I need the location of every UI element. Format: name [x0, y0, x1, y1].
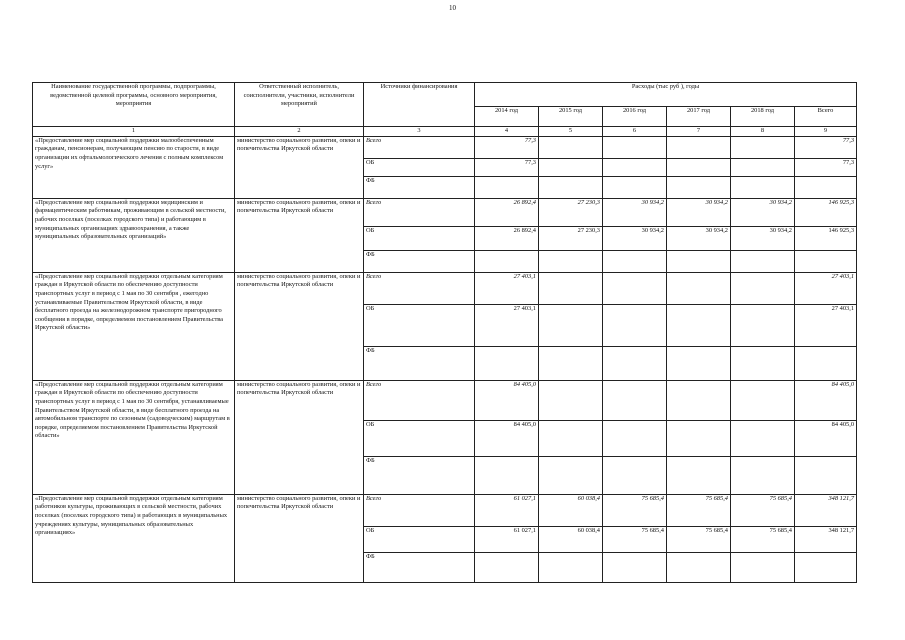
- ob-amount: 61 027,1: [475, 526, 539, 552]
- responsible-executor: министерство социального развития, опеки и попечительства Иркутской области: [235, 272, 364, 380]
- funding-source: ОБ: [364, 158, 475, 176]
- fb-amount: [603, 346, 667, 380]
- funding-source: Всего: [364, 494, 475, 526]
- header-total: Всего: [795, 107, 857, 127]
- funding-source: Всего: [364, 380, 475, 420]
- header-year: 2014 год: [475, 107, 539, 127]
- table-row: [33, 136, 857, 158]
- funding-source: ОБ: [364, 304, 475, 346]
- vsego-amount: [731, 380, 795, 420]
- ob-amount: 84 405,0: [475, 420, 539, 456]
- fb-amount: [795, 250, 857, 272]
- ob-amount: 27 230,3: [539, 226, 603, 250]
- fb-amount: [603, 176, 667, 198]
- ob-amount: 77,3: [475, 158, 539, 176]
- ob-amount: [603, 304, 667, 346]
- ob-amount: 84 405,0: [795, 420, 857, 456]
- table-row: [33, 494, 857, 526]
- ob-amount: 75 685,4: [731, 526, 795, 552]
- funding-source: ФБ: [364, 176, 475, 198]
- header-responsible: Ответственный исполнитель, соисполнители, участники, исполнители мероприятий: [235, 83, 364, 127]
- fb-amount: [731, 552, 795, 582]
- header-expenses: Расходы (тыс руб ), годы: [475, 83, 857, 107]
- budget-table: [32, 82, 857, 583]
- col-number: 8: [731, 127, 795, 137]
- vsego-amount: 77,3: [475, 136, 539, 158]
- fb-amount: [475, 176, 539, 198]
- fb-amount: [795, 346, 857, 380]
- header-year: 2017 год: [667, 107, 731, 127]
- funding-source: ФБ: [364, 346, 475, 380]
- vsego-amount: 75 685,4: [731, 494, 795, 526]
- header-source: Источники финансирования: [364, 83, 475, 127]
- ob-amount: 60 038,4: [539, 526, 603, 552]
- fb-amount: [731, 176, 795, 198]
- ob-amount: 77,3: [795, 158, 857, 176]
- measure-name: «Предоставление мер социальной поддержки отдельным категориям граждан в Иркутской области по обеспечению доступности транспортных услуг в период с 1 мая по 30 сентября , ежегодно устанавливаемые Правительством Иркутской области, в виде бесплатного проезда на железнодорожном транспорте пригородного сообщения в порядке, определяемом постановлением Правительства Иркутской области»: [33, 272, 235, 380]
- ob-amount: 26 892,4: [475, 226, 539, 250]
- col-number: 1: [33, 127, 235, 137]
- funding-source: Всего: [364, 198, 475, 226]
- fb-amount: [539, 552, 603, 582]
- measure-name: «Предоставление мер социальной поддержки малообеспеченным гражданам, пенсионерам, получающим пенсию по старости, в виде организации их офтальмологического лечения с полным комплексом услуг»: [33, 136, 235, 198]
- header-year: 2016 год: [603, 107, 667, 127]
- measure-name: «Предоставление мер социальной поддержки отдельным категориям граждан в Иркутской области по обеспечению доступности транспортных услуг в период с 1 мая по 30 сентября, устанавливаемые Правительством Иркутской области, в виде бесплатного проезда на автомобильном транспорте по сезонным (садоводческим) маршрутам в порядке, определяемом постановлением Правительства Иркутской области»: [33, 380, 235, 494]
- vsego-amount: [603, 272, 667, 304]
- vsego-amount: [539, 136, 603, 158]
- col-number: 9: [795, 127, 857, 137]
- vsego-amount: 84 405,0: [475, 380, 539, 420]
- ob-amount: [539, 304, 603, 346]
- fb-amount: [475, 456, 539, 494]
- vsego-amount: [603, 136, 667, 158]
- vsego-amount: 61 027,1: [475, 494, 539, 526]
- responsible-executor: министерство социального развития, опеки и попечительства Иркутской области: [235, 494, 364, 582]
- header-name: Наименование государственной программы, подпрограммы, ведомственной целевой программы, основного мероприятия, мероприятия: [33, 83, 235, 127]
- vsego-amount: [667, 136, 731, 158]
- header-year: 2018 год: [731, 107, 795, 127]
- vsego-amount: [667, 272, 731, 304]
- fb-amount: [667, 250, 731, 272]
- funding-source: ОБ: [364, 526, 475, 552]
- ob-amount: [731, 420, 795, 456]
- responsible-executor: министерство социального развития, опеки и попечительства Иркутской области: [235, 136, 364, 198]
- vsego-amount: 77,3: [795, 136, 857, 158]
- vsego-amount: [539, 380, 603, 420]
- col-number: 4: [475, 127, 539, 137]
- vsego-amount: 348 121,7: [795, 494, 857, 526]
- vsego-amount: 84 405,0: [795, 380, 857, 420]
- table-row: [33, 272, 857, 304]
- fb-amount: [475, 346, 539, 380]
- funding-source: Всего: [364, 136, 475, 158]
- col-number: 2: [235, 127, 364, 137]
- vsego-amount: 27 403,1: [795, 272, 857, 304]
- header-year: 2015 год: [539, 107, 603, 127]
- ob-amount: [539, 420, 603, 456]
- vsego-amount: 75 685,4: [603, 494, 667, 526]
- ob-amount: 146 925,3: [795, 226, 857, 250]
- vsego-amount: 75 685,4: [667, 494, 731, 526]
- ob-amount: [539, 158, 603, 176]
- vsego-amount: 30 934,2: [667, 198, 731, 226]
- col-number: 6: [603, 127, 667, 137]
- fb-amount: [667, 456, 731, 494]
- ob-amount: 348 121,7: [795, 526, 857, 552]
- fb-amount: [667, 176, 731, 198]
- vsego-amount: 26 892,4: [475, 198, 539, 226]
- ob-amount: [731, 158, 795, 176]
- fb-amount: [603, 250, 667, 272]
- measure-name: «Предоставление мер социальной поддержки отдельным категориям работников культуры, проживающих в сельской местности, рабочих поселках (поселках городского типа) и работающих в муниципальных учреждениях культуры, муниципальных образовательных организациях»: [33, 494, 235, 582]
- ob-amount: [603, 158, 667, 176]
- funding-source: ОБ: [364, 226, 475, 250]
- col-number: 3: [364, 127, 475, 137]
- fb-amount: [731, 346, 795, 380]
- vsego-amount: [731, 272, 795, 304]
- fb-amount: [539, 176, 603, 198]
- fb-amount: [795, 456, 857, 494]
- funding-source: Всего: [364, 272, 475, 304]
- ob-amount: 75 685,4: [603, 526, 667, 552]
- ob-amount: 30 934,2: [603, 226, 667, 250]
- ob-amount: [603, 420, 667, 456]
- vsego-amount: 27 403,1: [475, 272, 539, 304]
- fb-amount: [731, 456, 795, 494]
- ob-amount: 75 685,4: [667, 526, 731, 552]
- fb-amount: [603, 456, 667, 494]
- ob-amount: [667, 420, 731, 456]
- vsego-amount: 30 934,2: [603, 198, 667, 226]
- fb-amount: [539, 456, 603, 494]
- vsego-amount: [667, 380, 731, 420]
- vsego-amount: [603, 380, 667, 420]
- vsego-amount: [731, 136, 795, 158]
- ob-amount: 30 934,2: [731, 226, 795, 250]
- ob-amount: [667, 158, 731, 176]
- vsego-amount: 30 934,2: [731, 198, 795, 226]
- ob-amount: 30 934,2: [667, 226, 731, 250]
- responsible-executor: министерство социального развития, опеки и попечительства Иркутской области: [235, 198, 364, 272]
- funding-source: ОБ: [364, 420, 475, 456]
- fb-amount: [731, 250, 795, 272]
- fb-amount: [795, 176, 857, 198]
- ob-amount: [667, 304, 731, 346]
- ob-amount: 27 403,1: [475, 304, 539, 346]
- ob-amount: 27 403,1: [795, 304, 857, 346]
- responsible-executor: министерство социального развития, опеки и попечительства Иркутской области: [235, 380, 364, 494]
- col-number: 5: [539, 127, 603, 137]
- ob-amount: [731, 304, 795, 346]
- page-number: 10: [449, 4, 456, 12]
- funding-source: ФБ: [364, 552, 475, 582]
- fb-amount: [795, 552, 857, 582]
- vsego-amount: [539, 272, 603, 304]
- funding-source: ФБ: [364, 456, 475, 494]
- fb-amount: [475, 250, 539, 272]
- measure-name: «Предоставление мер социальной поддержки медицинским и фармацевтическим работникам, проживающим в сельской местности, рабочих поселках (поселках городского типа) и работающим в муниципальных организациях здравоохранения, а также муниципальных образовательных организаций»: [33, 198, 235, 272]
- fb-amount: [539, 250, 603, 272]
- fb-amount: [667, 346, 731, 380]
- fb-amount: [539, 346, 603, 380]
- funding-source: ФБ: [364, 250, 475, 272]
- vsego-amount: 146 925,3: [795, 198, 857, 226]
- table-row: [33, 198, 857, 226]
- vsego-amount: 27 230,3: [539, 198, 603, 226]
- fb-amount: [475, 552, 539, 582]
- vsego-amount: 60 038,4: [539, 494, 603, 526]
- fb-amount: [603, 552, 667, 582]
- table-row: [33, 380, 857, 420]
- fb-amount: [667, 552, 731, 582]
- col-number: 7: [667, 127, 731, 137]
